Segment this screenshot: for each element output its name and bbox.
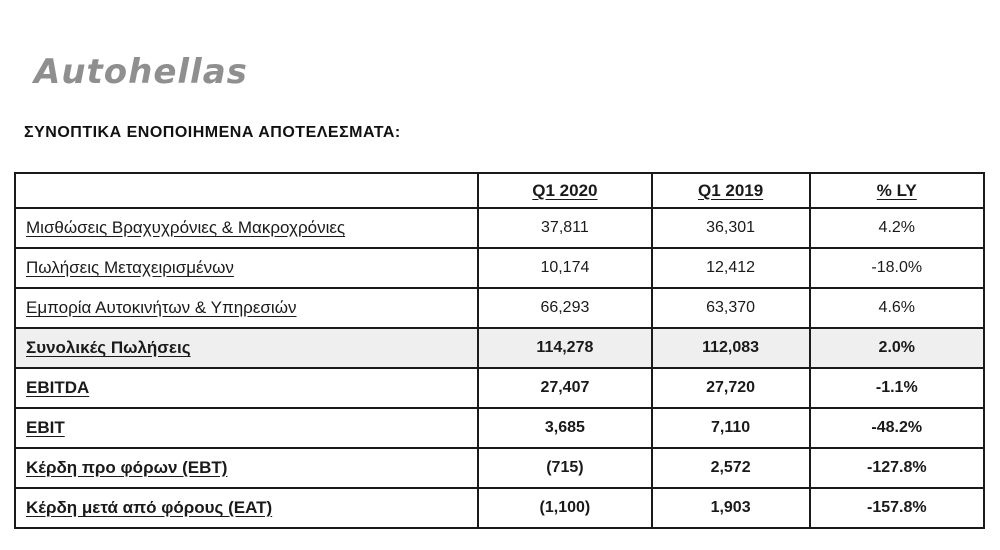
value-pct-ly: -48.2%	[810, 408, 984, 448]
header-q1-2020-label: Q1 2020	[532, 180, 598, 200]
value-q1-2020: 3,685	[478, 408, 651, 448]
table-row-used-car-sales	[15, 248, 984, 288]
results-table	[14, 172, 985, 529]
value-q1-2020: 37,811	[478, 208, 651, 248]
value-q1-2019: 63,370	[652, 288, 810, 328]
row-label-text: Μισθώσεις Βραχυχρόνιες & Μακροχρόνιες	[26, 218, 346, 237]
value-pct-ly: 2.0%	[810, 328, 984, 368]
header-pct-ly	[810, 173, 984, 208]
row-label	[15, 288, 478, 328]
row-label	[15, 488, 478, 528]
table-row-ebitda	[15, 368, 984, 408]
table-row-short-long-term-rentals	[15, 208, 984, 248]
value-q1-2019: 27,720	[652, 368, 810, 408]
value-q1-2020: 114,278	[478, 328, 651, 368]
header-q1-2019	[652, 173, 810, 208]
header-pct-ly-label: % LY	[876, 180, 917, 200]
header-empty-cell	[15, 173, 478, 208]
value-pct-ly: -18.0%	[810, 248, 984, 288]
table-row-car-trade-services	[15, 288, 984, 328]
value-q1-2020: 10,174	[478, 248, 651, 288]
row-label-text: Εμπορία Αυτοκινήτων & Υπηρεσιών	[26, 298, 297, 317]
value-pct-ly: -127.8%	[810, 448, 984, 488]
header-q1-2019-label: Q1 2019	[697, 180, 764, 200]
row-label	[15, 408, 478, 448]
row-label-text: Συνολικές Πωλήσεις	[26, 338, 191, 357]
table-row-total-sales	[15, 328, 984, 368]
value-q1-2020: (1,100)	[478, 488, 651, 528]
value-pct-ly: -157.8%	[810, 488, 984, 528]
value-pct-ly: 4.6%	[810, 288, 984, 328]
row-label-text: EBIT	[26, 418, 65, 437]
row-label-text: Πωλήσεις Μεταχειρισμένων	[26, 258, 234, 277]
header-q1-2020	[478, 173, 651, 208]
row-label	[15, 368, 478, 408]
table-row-ebit	[15, 408, 984, 448]
autohellas-logo: Autohellas	[34, 52, 248, 92]
row-label-text: EBITDA	[26, 378, 90, 397]
row-label	[15, 248, 478, 288]
value-q1-2019: 112,083	[652, 328, 810, 368]
value-q1-2019: 12,412	[652, 248, 810, 288]
value-pct-ly: 4.2%	[810, 208, 984, 248]
value-q1-2020: 66,293	[478, 288, 651, 328]
value-q1-2019: 36,301	[652, 208, 810, 248]
row-label	[15, 448, 478, 488]
value-q1-2020: (715)	[478, 448, 651, 488]
table-row-eat	[15, 488, 984, 528]
page-title: ΣΥΝΟΠΤΙΚΑ ΕΝΟΠΟΙΗΜΕΝΑ ΑΠΟΤΕΛΕΣΜΑΤΑ:	[24, 124, 401, 141]
row-label	[15, 208, 478, 248]
row-label-text: Κέρδη μετά από φόρους (EAT)	[26, 498, 273, 517]
value-pct-ly: -1.1%	[810, 368, 984, 408]
value-q1-2019: 7,110	[652, 408, 810, 448]
value-q1-2019: 1,903	[652, 488, 810, 528]
table-header-row	[15, 173, 984, 208]
value-q1-2019: 2,572	[652, 448, 810, 488]
row-label-text: Κέρδη προ φόρων (EBT)	[26, 458, 228, 477]
table-row-ebt	[15, 448, 984, 488]
value-q1-2020: 27,407	[478, 368, 651, 408]
row-label	[15, 328, 478, 368]
